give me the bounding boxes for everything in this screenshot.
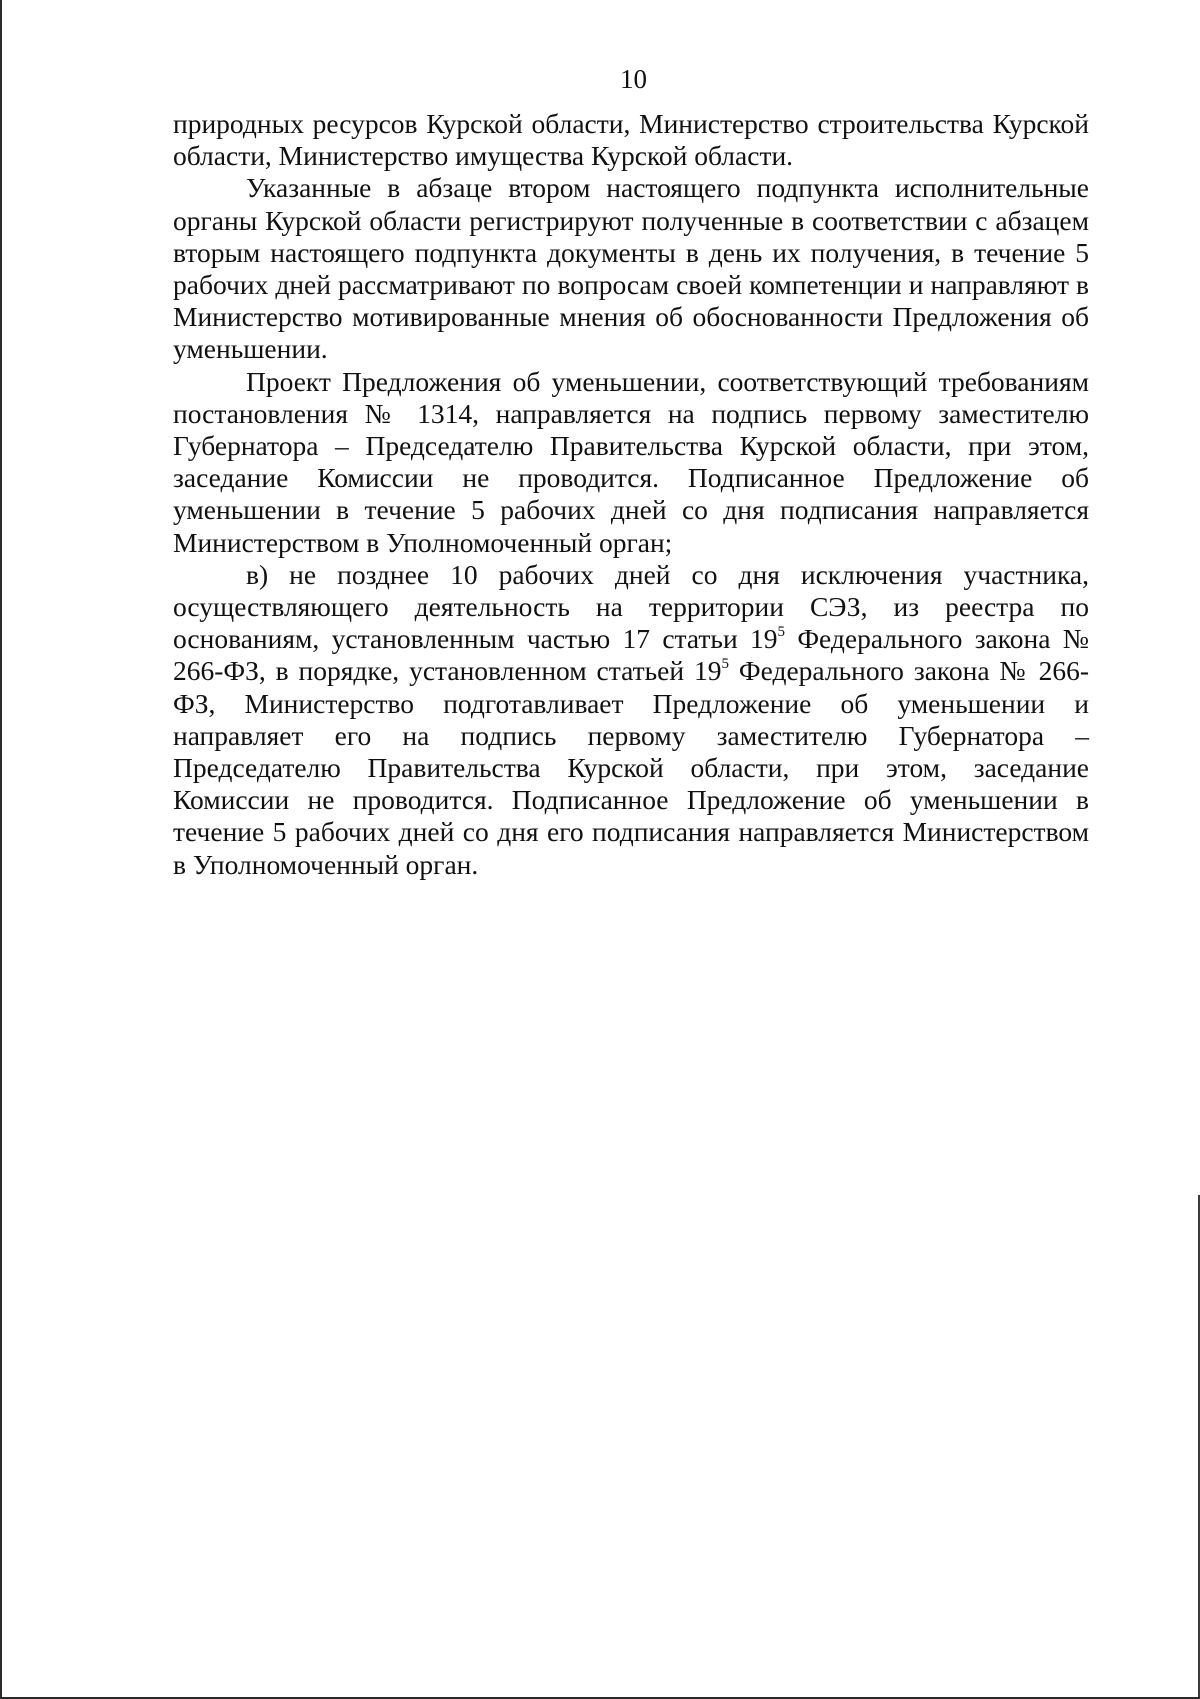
paragraph-continuation: природных ресурсов Курской области, Министерство строительства Курской области, Министерство имущества Курской области. [173, 108, 1089, 172]
superscript: 5 [777, 624, 785, 641]
paragraph-text: Федерального закона № 266-ФЗ, Министерство подготавливает Предложение об уменьшении и направляет его на подпись первому заместителю Губернатора – Председателю Правительства Курской области, при этом, заседание Комиссии не проводится. Подписанное Предложение об уменьшении в течение 5 рабочих дней со дня его подписания направляется Министерством в Уполномоченный орган. [173, 655, 1089, 880]
paragraph-draft-proposal: Проект Предложения об уменьшении, соответствующий требованиям постановления № 1314, направляется на подпись первому заместителю Губернатора – Председателю Правительства Курской области, при этом, заседание Комиссии не проводится. Подписанное Предложение об уменьшении в течение 5 рабочих дней со дня подписания направляется Министерством в Уполномоченный орган; [173, 365, 1089, 558]
superscript: 5 [721, 656, 729, 673]
scan-edge-left [0, 0, 2, 1699]
paragraph-executive-bodies: Указанные в абзаце втором настоящего подпункта исполнительные органы Курской области регистрируют полученные в соответствии с абзацем вторым настоящего подпункта документы в день их получения, в течение 5 рабочих дней рассматривают по вопросам своей компетенции и направляют в Министерство мотивированные мнения об обоснованности Предложения об уменьшении. [173, 172, 1089, 365]
paragraph-subitem-v [173, 559, 1089, 881]
paragraph-text: Федерального закона № 266-ФЗ, в порядке, установленном статьей 19 [173, 623, 1089, 687]
paragraph-text: в) не позднее 10 рабочих дней со дня исключения участника, осуществляющего деятельность на территории СЭЗ, из реестра по основаниям, установленным частью 17 статьи 19 [173, 558, 1089, 655]
page-number: 10 [620, 64, 647, 94]
document-body [173, 108, 1089, 881]
